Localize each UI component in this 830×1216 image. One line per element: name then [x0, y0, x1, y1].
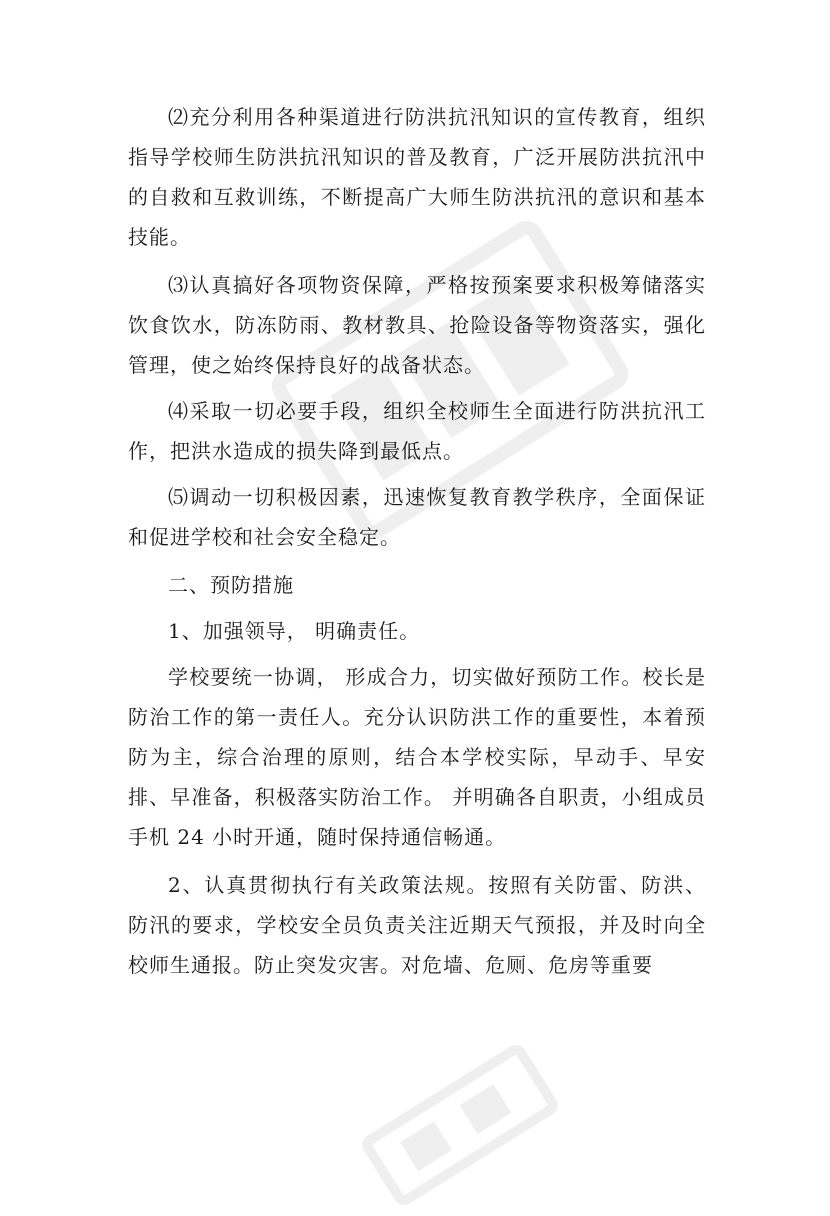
section-heading-prevention: 二、预防措施	[168, 573, 294, 597]
paragraph-regulations: 2、认真贯彻执行有关政策法规。按照有关防雷、防洪、防汛的要求，学校安全员负责关注近期天气预报，并及时向全校师生通报。防止突发灾害。对危墙、危厕、危房等重要	[128, 873, 706, 977]
watermark-graphic-bottom	[351, 1034, 568, 1216]
document-body	[128, 97, 706, 985]
subheading-leadership: 1、加强领导， 明确责任。	[168, 619, 421, 643]
paragraph-item-4: ⑷采取一切必要手段，组织全校师生全面进行防洪抗汛工作，把洪水造成的损失降到最低点。	[128, 399, 706, 463]
paragraph-item-3: ⑶认真搞好各项物资保障，严格按预案要求积极筹储落实饮食饮水，防冻防雨、教材教具、抢险设备等物资落实，强化管理，使之始终保持良好的战备状态。	[128, 273, 706, 377]
paragraph-item-5: ⑸调动一切积极因素，迅速恢复教育教学秩序，全面保证和促进学校和社会安全稳定。	[128, 485, 706, 549]
paragraph-leadership: 学校要统一协调， 形成合力，切实做好预防工作。校长是防治工作的第一责任人。充分认识防洪工作的重要性，本着预防为主，综合治理的原则，结合本学校实际，早动手、早安排、早准备，积极落实防治工作。 并明确各自职责，小组成员手机 24 小时开通，随时保持通信畅通。	[128, 665, 706, 849]
paragraph-item-2: ⑵充分利用各种渠道进行防洪抗汛知识的宣传教育，组织指导学校师生防洪抗汛知识的普及教育，广泛开展防洪抗汛中的自救和互救训练，不断提高广大师生防洪抗汛的意识和基本技能。	[128, 105, 706, 249]
